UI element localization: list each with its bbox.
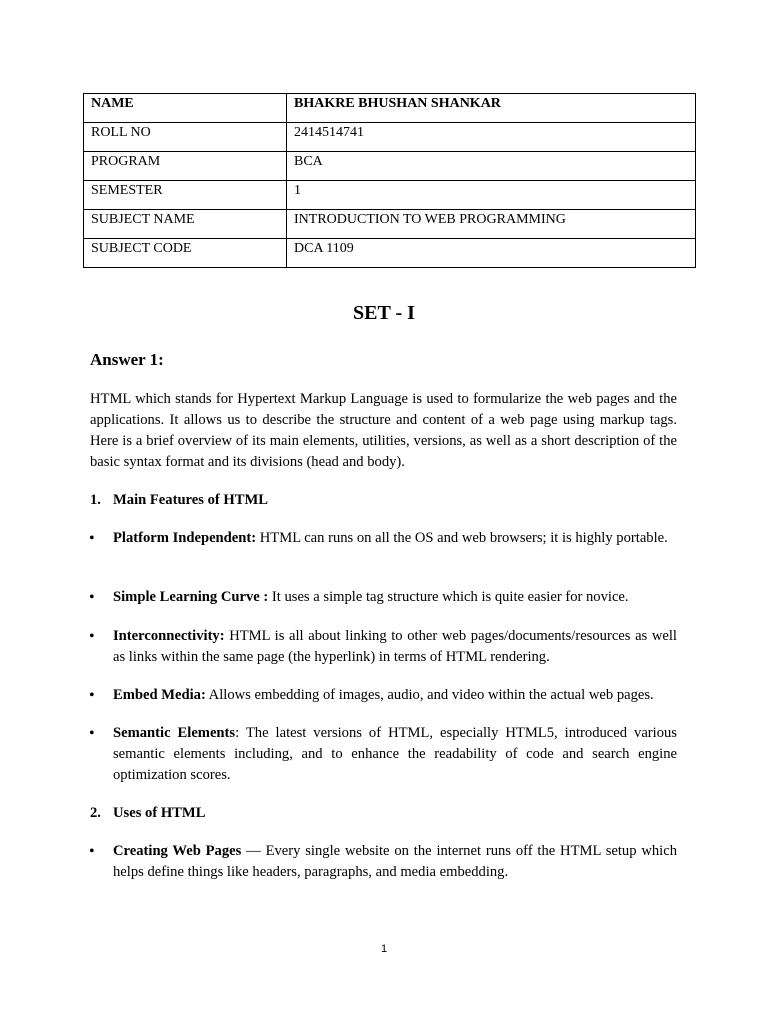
table-key: SUBJECT CODE bbox=[84, 239, 287, 268]
feature-text: HTML is all about linking to other web pages/documents/resources as well as links within the same page (the hyperlink) in terms of HTML rendering. bbox=[113, 628, 677, 665]
bullet-icon: • bbox=[89, 530, 95, 547]
feature-term: Embed Media: bbox=[113, 687, 206, 703]
feature-term: Platform Independent: bbox=[113, 530, 257, 546]
table-key: PROGRAM bbox=[84, 152, 287, 181]
table-row bbox=[84, 152, 696, 181]
answer-heading: Answer 1: bbox=[90, 350, 164, 369]
table-row bbox=[84, 181, 696, 210]
list-item bbox=[90, 685, 677, 706]
intro-paragraph: HTML which stands for Hypertext Markup Language is used to formularize the web pages and the applications. It allows us to describe the structure and content of a web page using markup tags. Here is a brief overview of its main elements, utilities, versions, as well as a short description of the basic syntax format and its divisions (head and body). bbox=[90, 391, 677, 470]
use-text: — Every single website on the internet runs off the HTML setup which helps define things like headers, paragraphs, and media embedding. bbox=[113, 843, 677, 880]
bullet-icon: • bbox=[89, 628, 95, 645]
set-title: SET - I bbox=[353, 302, 415, 324]
bullet-icon: • bbox=[89, 589, 95, 606]
bullet-icon: • bbox=[89, 725, 95, 742]
table-value: 2414514741 bbox=[287, 123, 696, 152]
section-heading-features bbox=[90, 490, 268, 511]
bullet-icon: • bbox=[89, 687, 95, 704]
table-row bbox=[84, 123, 696, 152]
table-value: 1 bbox=[287, 181, 696, 210]
feature-term: Interconnectivity: bbox=[113, 628, 225, 644]
section-number: 1. bbox=[90, 492, 101, 508]
table-value: INTRODUCTION TO WEB PROGRAMMING bbox=[287, 210, 696, 239]
table-row bbox=[84, 210, 696, 239]
feature-text: : The latest versions of HTML, especially HTML5, introduced various semantic elements including, and to enhance the readability of code and search engine optimization scores. bbox=[113, 725, 677, 783]
section-title: Uses of HTML bbox=[113, 805, 206, 821]
list-item bbox=[90, 528, 677, 549]
table-key: SEMESTER bbox=[84, 181, 287, 210]
feature-term: Semantic Elements bbox=[113, 725, 236, 741]
table-value: DCA 1109 bbox=[287, 239, 696, 268]
feature-text: Allows embedding of images, audio, and video within the actual web pages. bbox=[205, 687, 654, 703]
bullet-icon: • bbox=[89, 843, 95, 860]
table-key: NAME bbox=[84, 94, 287, 123]
section-heading-uses bbox=[90, 803, 205, 824]
table-row bbox=[84, 94, 696, 123]
section-title: Main Features of HTML bbox=[113, 492, 268, 508]
section-number: 2. bbox=[90, 805, 101, 821]
table-key: ROLL NO bbox=[84, 123, 287, 152]
list-item bbox=[90, 626, 677, 668]
feature-text: It uses a simple tag structure which is quite easier for novice. bbox=[268, 589, 629, 605]
feature-term: Simple Learning Curve : bbox=[113, 589, 269, 605]
table-value: BCA bbox=[287, 152, 696, 181]
list-item bbox=[90, 587, 677, 608]
list-item bbox=[90, 841, 677, 883]
list-item bbox=[90, 723, 677, 786]
page-number: 1 bbox=[380, 943, 388, 955]
feature-text: HTML can runs on all the OS and web browsers; it is highly portable. bbox=[256, 530, 668, 546]
student-info-table bbox=[83, 93, 696, 268]
table-key: SUBJECT NAME bbox=[84, 210, 287, 239]
table-value: BHAKRE BHUSHAN SHANKAR bbox=[287, 94, 696, 123]
use-term: Creating Web Pages bbox=[113, 843, 242, 859]
table-row bbox=[84, 239, 696, 268]
